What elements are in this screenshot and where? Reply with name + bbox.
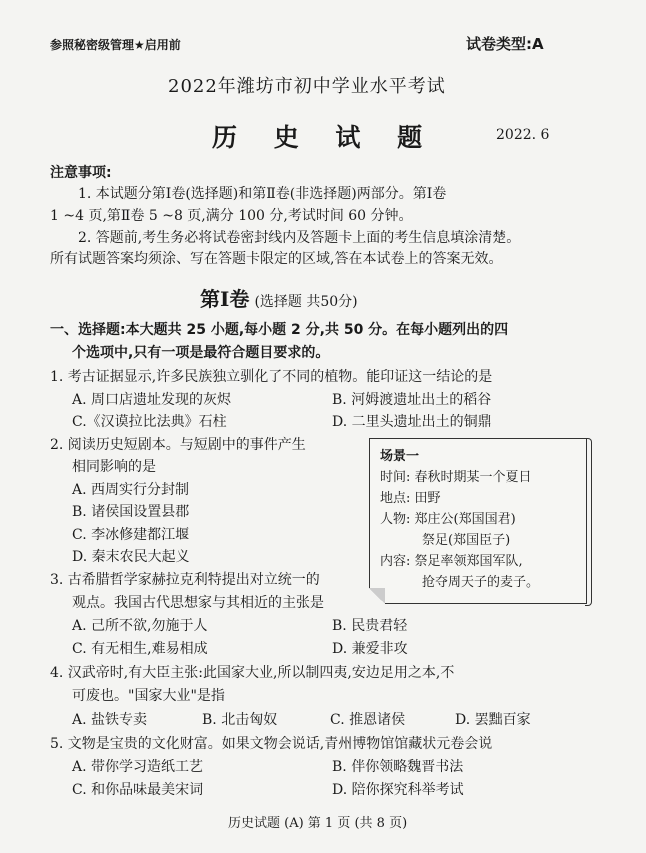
q1-option-d: D. 二里头遗址出土的铜鼎 [332, 414, 492, 430]
q4-option-c: C. 推恩诸侯 [330, 712, 406, 728]
q4-stem-line1: 4. 汉武帝时,有大臣主张:此国家大业,所以制四夷,安边足用之本,不 [50, 665, 455, 681]
q3-option-b: B. 民贵君轻 [332, 618, 408, 634]
section-subtitle: (选择题 共50分) [254, 294, 358, 310]
subject-title: 历 史 试 题 [212, 123, 437, 152]
scene-content-1: 内容: 祭足率领郑国军队, [380, 554, 523, 569]
section-heading [200, 283, 358, 312]
q5-option-d: D. 陪你探究科举考试 [332, 782, 464, 798]
scene-content-2: 抢夺周天子的麦子。 [422, 575, 540, 590]
scene-people-2: 祭足(郑国臣子) [422, 533, 511, 548]
q4-option-a: A. 盐铁专卖 [72, 712, 148, 728]
scene-title: 场景一 [380, 449, 420, 464]
instructions-line1: 一、选择题:本大题共 25 小题,每小题 2 分,共 50 分。在每小题列出的四 [50, 322, 509, 338]
page-footer: 历史试题 (A) 第 1 页 (共 8 页) [228, 816, 408, 831]
q1-option-b: B. 河姆渡遗址出土的稻谷 [332, 392, 492, 408]
scene-time: 时间: 春秋时期某一个夏日 [380, 470, 532, 485]
page-fold [369, 588, 385, 604]
notes-item1-line2: 1 ~4 页,第Ⅱ卷 5 ~8 页,满分 100 分,考试时间 60 分钟。 [50, 208, 413, 224]
q4-option-b: B. 北击匈奴 [202, 712, 278, 728]
q3-option-a: A. 己所不欲,勿施于人 [72, 618, 208, 634]
notes-item2-line1: 2. 答题前,考生务必将试卷密封线内及答题卡上面的考生信息填涂清楚。 [78, 230, 521, 246]
q5-option-b: B. 伴你领略魏晋书法 [332, 759, 464, 775]
q3-option-c: C. 有无相生,难易相成 [72, 641, 208, 657]
q1-option-c: C.《汉谟拉比法典》石柱 [72, 414, 227, 430]
scene-place: 地点: 田野 [380, 491, 441, 506]
section-title: 第Ⅰ卷 [200, 287, 250, 311]
q1-option-a: A. 周口店遗址发现的灰烬 [72, 392, 232, 408]
secret-label: 参照秘密级管理★启用前 [50, 38, 181, 52]
q4-option-d: D. 罢黜百家 [455, 712, 531, 728]
notes-item1-line1: 1. 本试题分第Ⅰ卷(选择题)和第Ⅱ卷(非选择题)两部分。第Ⅰ卷 [78, 186, 447, 202]
notes-item2-line2: 所有试题答案均须涂、写在答题卡限定的区域,答在本试卷上的答案无效。 [50, 251, 503, 267]
q2-stem-line1: 2. 阅读历史短剧本。与短剧中的事件产生 [50, 437, 306, 453]
instructions-line2: 个选项中,只有一项是最符合题目要求的。 [72, 345, 330, 361]
q5-option-c: C. 和你品味最美宋词 [72, 782, 204, 798]
q2-option-b: B. 诸侯国设置县郡 [72, 504, 190, 520]
q4-stem-line2: 可废也。"国家大业"是指 [72, 688, 225, 704]
paper-type: 试卷类型:A [466, 35, 544, 53]
q2-option-d: D. 秦末农民大起义 [72, 549, 190, 565]
scroll-curl [585, 438, 592, 606]
notes-heading: 注意事项: [50, 165, 112, 181]
q2-option-a: A. 西周实行分封制 [72, 482, 190, 498]
script-scene-box [369, 438, 587, 604]
scene-people-1: 人物: 郑庄公(郑国国君) [380, 512, 516, 527]
q3-stem-line1: 3. 古希腊哲学家赫拉克利特提出对立统一的 [50, 572, 320, 588]
q2-stem-line2: 相同影响的是 [72, 459, 156, 475]
q5-option-a: A. 带你学习造纸工艺 [72, 759, 204, 775]
q1-stem: 1. 考古证据显示,许多民族独立驯化了不同的植物。能印证这一结论的是 [50, 369, 493, 385]
q2-option-c: C. 李冰修建都江堰 [72, 527, 190, 543]
q3-stem-line2: 观点。我国古代思想家与其相近的主张是 [72, 595, 324, 611]
q5-stem: 5. 文物是宝贵的文化财富。如果文物会说话,青州博物馆馆藏状元卷会说 [50, 736, 493, 752]
exam-date: 2022. 6 [496, 127, 550, 143]
q3-option-d: D. 兼爱非攻 [332, 641, 408, 657]
exam-title: 2022年潍坊市初中学业水平考试 [168, 76, 446, 97]
